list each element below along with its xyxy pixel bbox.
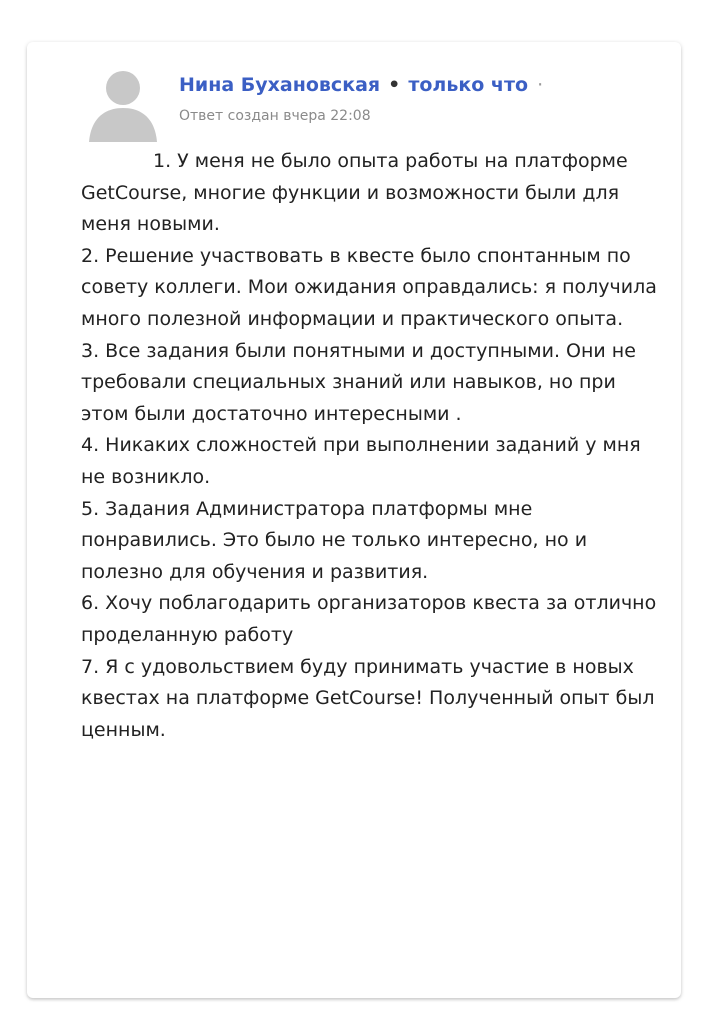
meta-separator: • (388, 74, 401, 96)
comment-paragraph: 1. У меня не было опыта работы на платформе GetCourse, многие функции и возможности были для меня новыми. (81, 150, 628, 236)
meta-trailing-dot: · (537, 74, 544, 96)
comment-paragraph: 2. Решение участвовать в квесте было спонтанным по совету коллеги. Мои ожидания оправдались: я получила много полезной информации и практического опыта. (81, 244, 657, 330)
author-name-link[interactable]: Нина Бухановская (179, 74, 381, 96)
comment-paragraph: 3. Все задания были понятными и доступными. Они не требовали специальных знаний или навыков, но при этом были достаточно интересными . (81, 339, 636, 425)
comment-time-link[interactable]: только что (408, 74, 529, 96)
comment-paragraph: 7. Я с удовольствием буду принимать участие в новых квестах на платформе GetCourse! Полученный опыт был ценным. (81, 655, 655, 741)
user-avatar-icon[interactable] (87, 68, 159, 144)
comment-paragraph: 5. Задания Администратора платформы мне понравились. Это было не только интересно, но и полезно для обучения и развития. (81, 497, 588, 583)
comment-card (27, 42, 681, 998)
answer-created-label: Ответ создан вчера 22:08 (179, 108, 371, 124)
comment-meta-line (179, 69, 661, 101)
comment-header (179, 69, 661, 126)
comment-paragraph: 6. Хочу поблагодарить организаторов квеста за отлично проделанную работу (81, 592, 657, 646)
avatar-silhouette (87, 68, 159, 144)
comment-paragraph: 4. Никаких сложностей при выполнении заданий у мня не возникло. (81, 434, 641, 488)
comment-body (81, 146, 661, 746)
